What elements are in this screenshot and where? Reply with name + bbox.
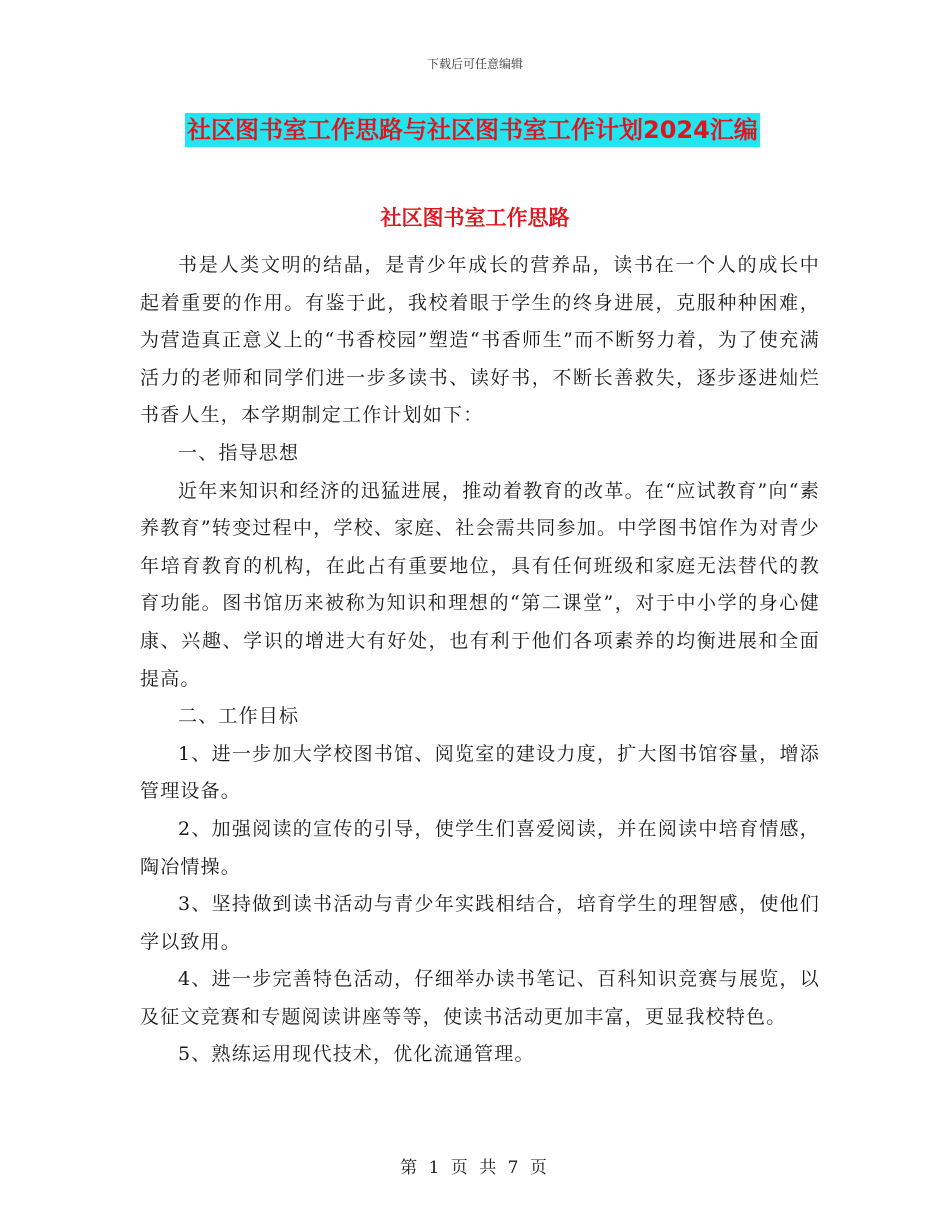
paragraph-intro: 书是人类文明的结晶，是青少年成长的营养品，读书在一个人的成长中起着重要的作用。有鉴于此，我校着眼于学生的终身进展，克服种种困难，为营造真正意义上的“书香校园”塑造“书香师生”而不断努力着，为了使充满活力的老师和同学们进一步多读书、读好书，不断长善救失，逐步逐进灿烂书香人生，本学期制定工作计划如下： [140, 254, 820, 427]
goal-item-1: 1、进一步加大学校图书馆、阅览室的建设力度，扩大图书馆容量，增添管理设备。 [140, 742, 820, 803]
document-body [140, 247, 820, 1074]
heading-work-goals: 二、工作目标 [178, 705, 300, 728]
heading-guiding-ideology: 一、指导思想 [178, 441, 300, 464]
section-title: 社区图书室工作思路 [380, 206, 570, 230]
goal-item-2: 2、加强阅读的宣传的引导，使学生们喜爱阅读，并在阅读中培育情感，陶冶情操。 [140, 817, 820, 878]
paragraph-guiding-ideology: 近年来知识和经济的迅猛进展，推动着教育的改革。在“应试教育”向“素养教育”转变过程中，学校、家庭、社会需共同参加。中学图书馆作为对青少年培育教育的机构，在此占有重要地位，具有任何班级和家庭无法替代的教育功能。图书馆历来被称为知识和理想的“第二课堂”，对于中小学的身心健康、兴趣、学识的增进大有好处，也有利于他们各项素养的均衡进展和全面提高。 [140, 479, 820, 690]
goal-item-4: 4、进一步完善特色活动，仔细举办读书笔记、百科知识竞赛与展览，以及征文竞赛和专题阅读讲座等等，使读书活动更加丰富，更显我校特色。 [140, 968, 820, 1028]
page-footer: 第 1 页 共 7 页 [400, 1158, 550, 1178]
goal-item-3: 3、坚持做到读书活动与青少年实践相结合，培育学生的理智感，使他们学以致用。 [140, 893, 820, 953]
goal-item-5: 5、熟练运用现代技术，优化流通管理。 [178, 1043, 535, 1066]
document-title: 社区图书室工作思路与社区图书室工作计划2024汇编 [185, 113, 760, 147]
header-note: 下载后可任意编辑 [426, 57, 523, 71]
